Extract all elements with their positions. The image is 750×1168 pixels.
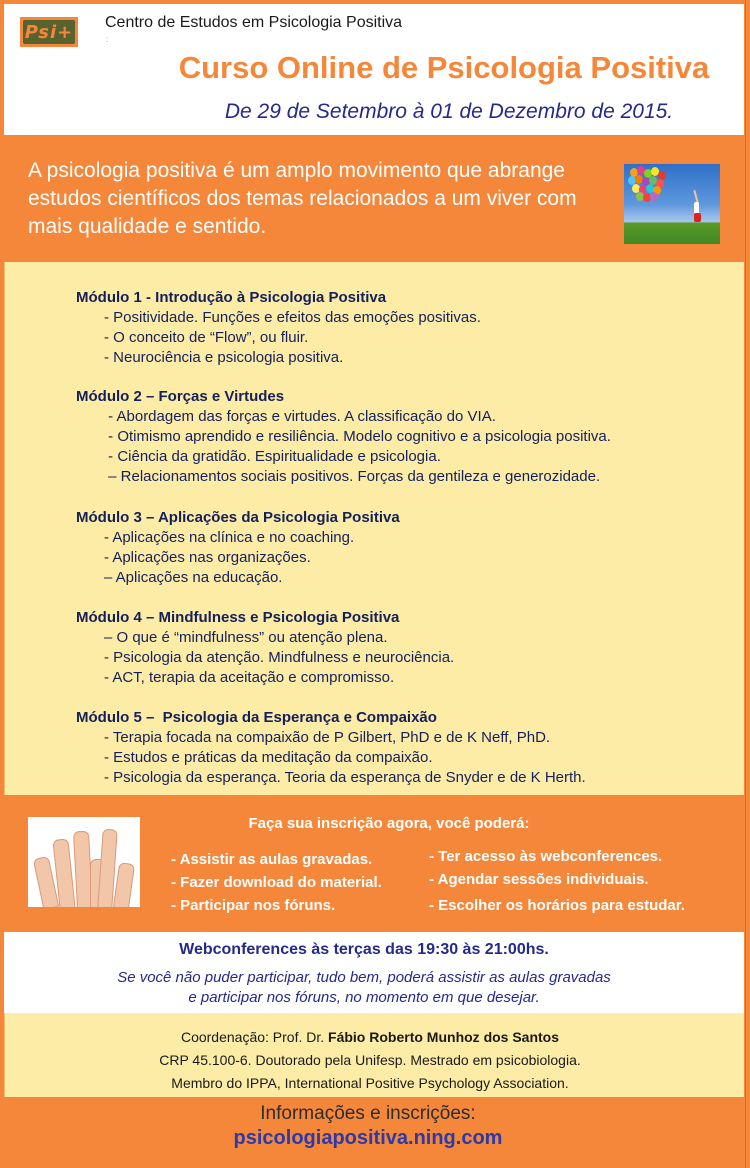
girl-legs (694, 213, 701, 222)
webconference-note-line-1: Se você não puder participar, tudo bem, poderá assistir as aulas gravadas (117, 969, 611, 986)
module-item: – O que é “mindfulness” ou atenção plena. (104, 629, 388, 646)
psi-plus-logo (20, 17, 78, 47)
benefits-left-column (171, 848, 382, 917)
module-5 (76, 708, 586, 788)
webconference-note (4, 968, 744, 1008)
website-link[interactable]: psicologiapositiva.ning.com (233, 1127, 503, 1149)
coordinator-credentials: CRP 45.100-6. Doutorado pela Unifesp. Mestrado em psicobiologia. (159, 1052, 581, 1068)
module-4 (76, 608, 454, 688)
module-item: - Aplicações nas organizações. (104, 549, 311, 566)
benefit-item: - Assistir as aulas gravadas. (171, 851, 373, 868)
coordinator-label: Coordenação: Prof. Dr. (180, 1029, 329, 1045)
module-item: - Terapia focada na compaixão de P Gilbert, PhD e de K Neff, PhD. (104, 729, 551, 746)
module-item: – Aplicações na educação. (104, 569, 283, 586)
course-dates: De 29 de Setembro à 01 de Dezembro de 2015. (224, 100, 674, 123)
thumbs-up-hands-image (28, 817, 140, 907)
course-title: Curso Online de Psicologia Positiva (178, 50, 710, 85)
org-dot: : (106, 35, 109, 44)
module-1 (76, 288, 481, 368)
module-item: - Neurociência e psicologia positiva. (104, 349, 344, 366)
module-title: Módulo 5 – Psicologia da Esperança e Compaixão (76, 709, 437, 726)
footer-section (4, 1097, 744, 1168)
benefit-item: - Fazer download do material. (171, 874, 382, 891)
module-item: - Positividade. Funções e efeitos das emoções positivas. (104, 309, 481, 326)
module-item: - Ciência da gratidão. Espiritualidade e psicologia. (104, 448, 441, 465)
coordinator-line (5, 1029, 745, 1045)
module-item: - Abordagem das forças e virtudes. A classificação do VIA. (104, 408, 496, 425)
module-item: – Relacionamentos sociais positivos. Forças da gentileza e generozidade. (104, 468, 601, 485)
intro-text: A psicologia positiva é um amplo movimento que abrange estudos científicos dos temas relacionados a um viver com mais qualidade e sentido. (28, 159, 577, 238)
module-item: - ACT, terapia da aceitação e compromisso. (104, 669, 395, 686)
module-item: - O conceito de “Flow”, ou fluir. (104, 329, 309, 346)
benefit-item: - Agendar sessões individuais. (429, 871, 649, 888)
module-item: - Otimismo aprendido e resiliência. Modelo cognitivo e a psicologia positiva. (104, 428, 611, 445)
footer-label: Informações e inscrições: (260, 1103, 476, 1124)
webconference-schedule: Webconferences às terças das 19:30 às 21:00hs. (179, 941, 549, 958)
coordinator-membership: Membro do IPPA, International Positive Psychology Association. (171, 1075, 569, 1091)
module-3 (76, 508, 400, 588)
intro-band (4, 135, 744, 262)
module-item: - Psicologia da atenção. Mindfulness e neurociência. (104, 649, 455, 666)
benefit-item: - Escolher os horários para estudar. (429, 897, 685, 914)
module-title: Módulo 1 - Introdução à Psicologia Positiva (76, 289, 387, 306)
right-divider-line (745, 0, 746, 1168)
module-item: - Estudos e práticas da meditação da compaixão. (104, 749, 433, 766)
module-title: Módulo 2 – Forças e Virtudes (76, 388, 285, 405)
modules-section (4, 262, 744, 795)
benefit-item: - Ter acesso às webconferences. (429, 848, 663, 865)
webconference-section (4, 932, 744, 1013)
benefits-band (4, 795, 744, 932)
balloons-jumping-girl-image (624, 164, 720, 244)
webconference-note-line-2: e participar nos fóruns, no momento em que desejar. (188, 989, 540, 1006)
coordinator-name: Fábio Roberto Munhoz dos Santos (328, 1029, 560, 1045)
module-item: - Aplicações na clínica e no coaching. (104, 529, 355, 546)
logo-text: Psi+ (24, 21, 74, 43)
header-section (4, 4, 744, 135)
benefits-title: Faça sua inscrição agora, você poderá: (248, 815, 530, 832)
benefit-item: - Participar nos fóruns. (171, 897, 336, 914)
module-title: Módulo 4 – Mindfulness e Psicologia Positiva (76, 609, 400, 626)
module-title: Módulo 3 – Aplicações da Psicologia Positiva (76, 509, 400, 526)
module-item: - Psicologia da esperança. Teoria da esperança de Snyder e de K Herth. (104, 769, 586, 786)
coordination-section (4, 1013, 744, 1097)
org-name: Centro de Estudos em Psicologia Positiva (105, 14, 403, 31)
module-2 (76, 387, 611, 487)
benefits-right-column (429, 845, 685, 917)
